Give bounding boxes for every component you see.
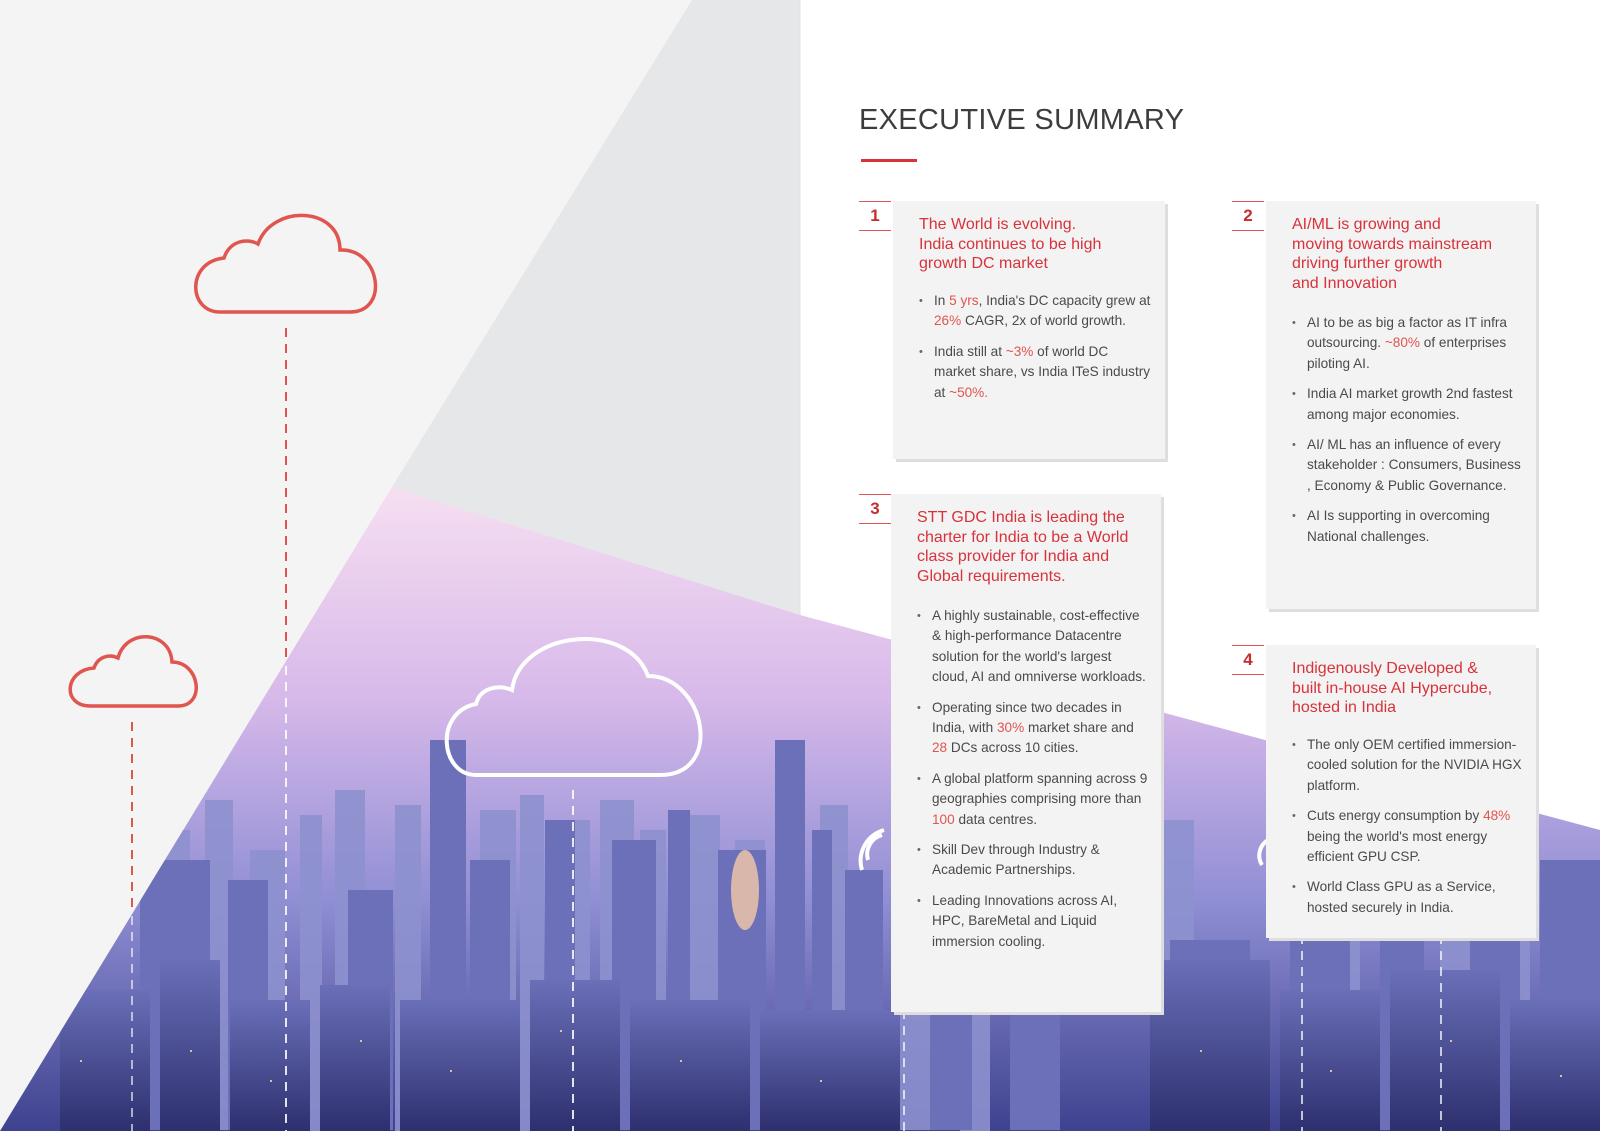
card-bullets	[1292, 735, 1522, 928]
card-heading	[917, 508, 1161, 586]
bullet-text: of world DC market share, vs India ITeS industry at	[934, 343, 1151, 400]
card-heading-line: and Innovation	[1292, 274, 1397, 292]
bullet-text: market share and	[1024, 720, 1134, 736]
bullet-text: Skill Dev through Industry & Academic Partnerships.	[932, 842, 1100, 878]
card-heading	[1292, 659, 1532, 718]
card-heading-line: hosted in India	[1292, 699, 1397, 716]
bullet-text: World Class GPU as a Service, hosted securely in India.	[1307, 879, 1496, 915]
card-heading-line: Indigenously Developed &	[1292, 660, 1478, 677]
bullet-text: , India's DC capacity grew at	[978, 293, 1151, 308]
bullet-item	[917, 840, 1149, 881]
bullet-item	[1292, 435, 1522, 496]
card-heading-line: moving towards mainstream	[1292, 235, 1493, 253]
card-number: 3	[859, 494, 891, 524]
bullet-text: AI to be as big a factor as IT infra outsourcing.	[1307, 315, 1507, 351]
highlight-value: 5 yrs	[949, 293, 979, 308]
card-number: 1	[859, 201, 891, 231]
bullet-item	[917, 606, 1149, 688]
summary-card-4	[1243, 645, 1536, 938]
bullet-text: India still at	[934, 343, 1006, 359]
card-heading-line: driving further growth	[1292, 255, 1443, 272]
bullet-item	[919, 342, 1151, 403]
bullet-item	[919, 291, 1151, 332]
highlight-value: ~80%	[1384, 335, 1420, 351]
bullet-item	[917, 769, 1149, 830]
highlight-value: 48%	[1483, 808, 1511, 824]
card-heading-line: India continues to be high	[919, 235, 1102, 253]
summary-card-2	[1243, 201, 1536, 609]
summary-card-3	[870, 494, 1161, 1012]
bullet-text: data centres.	[954, 811, 1038, 827]
bullet-item	[1292, 384, 1522, 425]
card-heading-line: class provider for India and	[917, 548, 1110, 565]
bullet-text: A global platform spanning across 9 geographies comprising more than	[932, 770, 1148, 807]
highlight-value: 26%	[934, 313, 962, 329]
bullet-text: being the world's most energy efficient GPU CSP.	[1307, 828, 1488, 865]
card-heading-line: Global requirements.	[917, 567, 1066, 585]
card-heading-line: charter for India to be a World	[917, 528, 1129, 546]
card-bullets	[917, 606, 1149, 962]
highlight-value: 100	[932, 811, 955, 827]
card-heading-line: AI/ML is growing and	[1292, 216, 1441, 233]
highlight-value: 28	[932, 740, 948, 756]
card-heading	[1292, 215, 1532, 293]
bullet-item	[1292, 735, 1522, 796]
card-heading-line: The World is evolving.	[919, 216, 1077, 233]
card-bullets	[1292, 313, 1522, 557]
bullet-text: CAGR, 2x of world growth.	[961, 313, 1126, 329]
bullet-text: India AI market growth 2nd fastest among major economies.	[1307, 386, 1513, 422]
card-heading-line: growth DC market	[919, 255, 1048, 272]
bullet-item	[917, 891, 1149, 952]
bullet-item	[1292, 806, 1522, 867]
bullet-text: Cuts energy consumption by	[1307, 808, 1484, 824]
highlight-value: ~50%.	[949, 384, 989, 400]
bullet-text: The only OEM certified immersion-cooled solution for the NVIDIA HGX platform.	[1307, 737, 1522, 793]
bullet-item	[1292, 313, 1522, 374]
card-bullets	[919, 291, 1151, 413]
summary-card-1	[870, 201, 1165, 459]
bullet-text: of enterprises piloting AI.	[1307, 335, 1507, 371]
highlight-value: 30%	[996, 720, 1025, 736]
bullet-text: Leading Innovations across AI, HPC, BareMetal and Liquid immersion cooling.	[932, 892, 1118, 949]
card-number: 4	[1232, 645, 1264, 675]
bullet-item	[917, 698, 1149, 759]
bullet-text: A highly sustainable, cost-effective & high-performance Datacentre solution for the world's largest cloud, AI and omniverse workloads.	[932, 608, 1146, 685]
bullet-text: AI Is supporting in overcoming National challenges.	[1307, 508, 1490, 544]
page-title: EXECUTIVE SUMMARY	[859, 104, 1185, 136]
title-underline	[861, 159, 917, 162]
card-heading-line: STT GDC India is leading the	[917, 509, 1125, 526]
highlight-value: ~3%	[1005, 343, 1034, 359]
bullet-text: Operating since two decades in India, with	[932, 699, 1122, 736]
bullet-item	[1292, 877, 1522, 918]
card-heading-line: built in-house AI Hypercube,	[1292, 679, 1493, 697]
bullet-text: In	[934, 293, 950, 308]
bullet-item	[1292, 506, 1522, 547]
card-heading	[919, 215, 1159, 274]
card-number: 2	[1232, 201, 1264, 231]
bullet-text: AI/ ML has an influence of every stakeholder : Consumers, Business , Economy & Public Governance.	[1307, 437, 1521, 493]
bullet-text: DCs across 10 cities.	[947, 740, 1079, 756]
